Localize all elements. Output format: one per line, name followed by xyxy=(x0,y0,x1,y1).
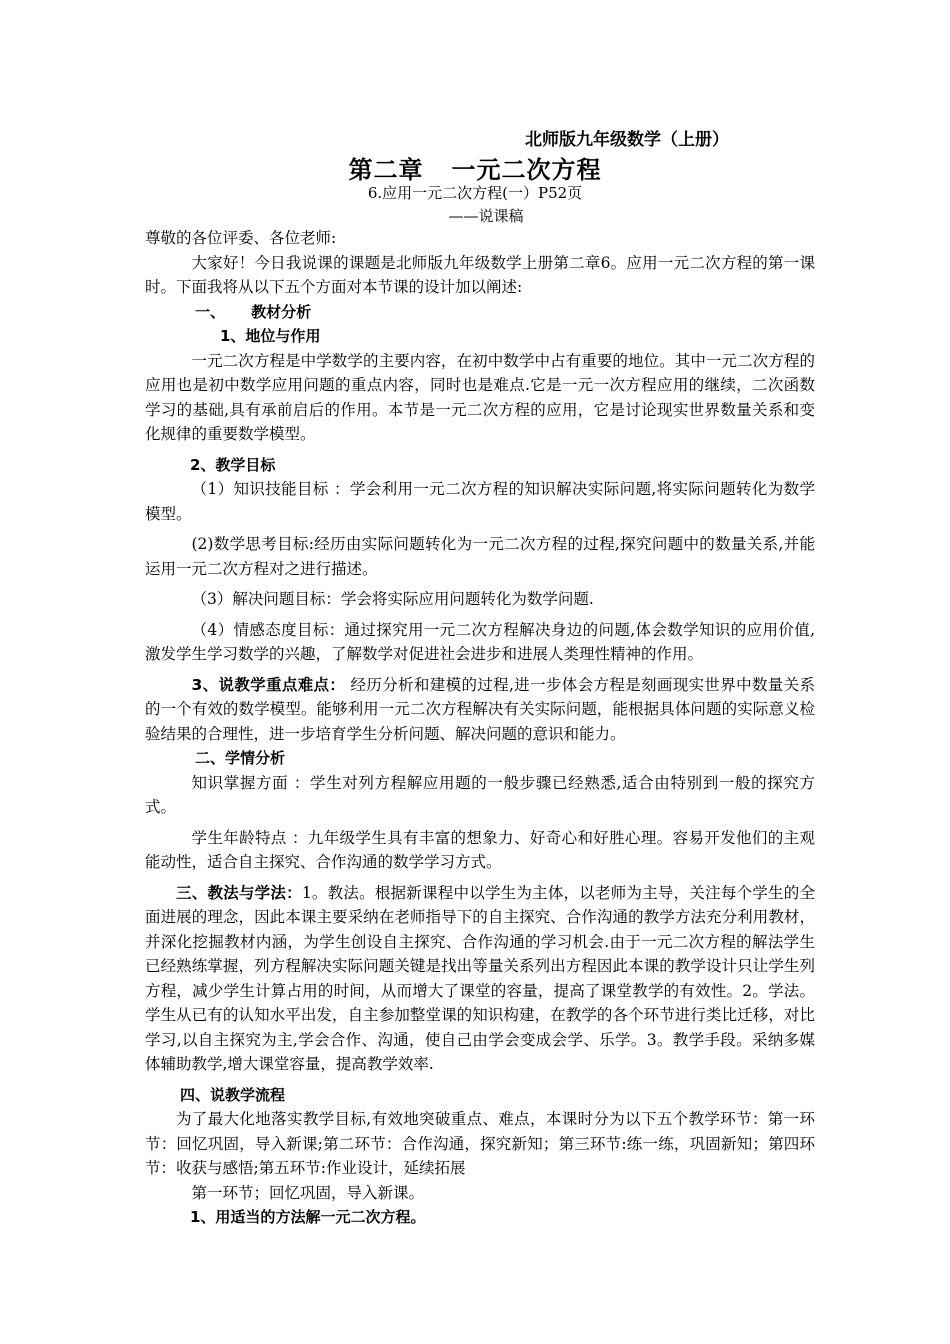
section-1-2-heading: 2、教学目标 xyxy=(190,455,276,474)
goal-1: （1）知识技能目标 ：学会利用一元二次方程的知识解决实际问题,将实际问题转化为数学模型。 xyxy=(145,480,815,523)
section-1-1-heading: 1、地位与作用 xyxy=(220,327,321,345)
goal-2: (2)数学思考目标:经历由实际问题转化为一元二次方程的过程,探究问题中的数量关系,并能运用一元二次方程对之进行描述。 xyxy=(145,535,815,578)
greeting: 尊敬的各位评委、各位老师: xyxy=(145,229,337,247)
section-2-heading: 二、学情分析 xyxy=(195,749,286,767)
section-2-paragraph-1: 知识掌握方面 ：学生对列方程解应用题的一般步骤已经熟悉,适合由特别到一般的探究方式。 xyxy=(145,773,815,816)
section-1-3-text: 经历分析和建模的过程,进一步体会方程是刻画现实世界中数量关系的一个有效的数学模型。能够利用一元二次方程解决有关实际问题，能根据具体问题的实际意义检验结果的合理性，进一步培育学生分析问题、解决问题的意识和能力。 xyxy=(145,675,815,743)
section-2-paragraph-2: 学生年龄特点 ：九年级学生具有丰富的想象力、好奇心和好胜心理。容易开发他们的主观能动性，适合自主探究、合作沟通的数学学习方式。 xyxy=(145,828,815,871)
section-4-heading: 四、说教学流程 xyxy=(180,1085,286,1104)
section-3-heading: 三、教法与学法： xyxy=(176,883,302,902)
chapter-title: 第二章 一元二次方程 xyxy=(348,156,602,184)
document-body xyxy=(145,226,815,1230)
section-1-3-heading: 3、说教学重点难点： xyxy=(191,675,346,694)
goal-4: （4）情感态度目标：通过探究用一元二次方程解决身边的问题,体会数学知识的应用价值,激发学生学习数学的兴趣，了解数学对促进社会进步和进展人类理性精神的作用。 xyxy=(145,620,815,663)
section-4-item-1: 1、用适当的方法解一元二次方程。 xyxy=(190,1208,426,1226)
section-3-text: 1。教法。根据新课程中以学生为主体，以老师为主导，关注每个学生的全面进展的理念，因此本课主要采纳在老师指导下的自主探究、合作沟通的教学方法充分利用教材，并深化挖掘教材内涵，为学生创设自主探究、合作沟通的学习机会.由于一元二次方程的解法学生已经熟练掌握，列方程解决实际问题关键是找出等量关系列出方程因此本课的教学设计只让学生列方程，减少学生计算占用的时间，从而增大了课堂的容量，提高了课堂教学的有效性。2。学法。学生从已有的认知水平出发，自主参加整堂课的知识构建，在教学的各个环节进行类比迁移，对比学习,以自主探究为主,学会合作、沟通，使自己由学会变成会学、乐学。3。教学手段。采纳多媒体辅助教学,增大课堂容量，提高教学效率. xyxy=(145,883,815,1073)
goal-3: （3）解决问题目标：学会将实际应用问题转化为数学问题. xyxy=(191,590,594,608)
section-1-3-paragraph xyxy=(145,673,815,747)
intro-paragraph: 大家好！今日我说课的课题是北师版九年级数学上册第二章6。应用一元二次方程的第一课时。下面我将从以下五个方面对本节课的设计加以阐述: xyxy=(145,253,815,296)
document-subtitle: ——说课稿 xyxy=(448,207,524,225)
section-4-paragraph-1: 为了最大化地落实教学目标,有效地突破重点、难点，本课时分为以下五个教学环节：第一环节：回忆巩固，导入新课;第二环节：合作沟通，探究新知；第三环节:练一练，巩固新知；第四环节：收获与感悟;第五环节:作业设计，延续拓展 xyxy=(145,1110,815,1177)
textbook-series-title: 北师版九年级数学（上册） xyxy=(525,130,729,150)
section-1-1-text: 一元二次方程是中学数学的主要内容，在初中数学中占有重要的地位。其中一元二次方程的应用也是初中数学应用问题的重点内容，同时也是难点.它是一元一次方程应用的继续，二次函数学习的基础,具有承前启后的作用。本节是一元二次方程的应用，它是讨论现实世界数量关系和变化规律的重要数学模型。 xyxy=(145,351,815,443)
section-3-paragraph xyxy=(145,881,815,1077)
section-4-paragraph-2: 第一环节；回忆巩固，导入新课。 xyxy=(191,1183,425,1202)
lesson-title: 6.应用一元二次方程(一）P52页 xyxy=(367,184,583,202)
section-1-heading: 一、 教材分析 xyxy=(195,302,312,321)
